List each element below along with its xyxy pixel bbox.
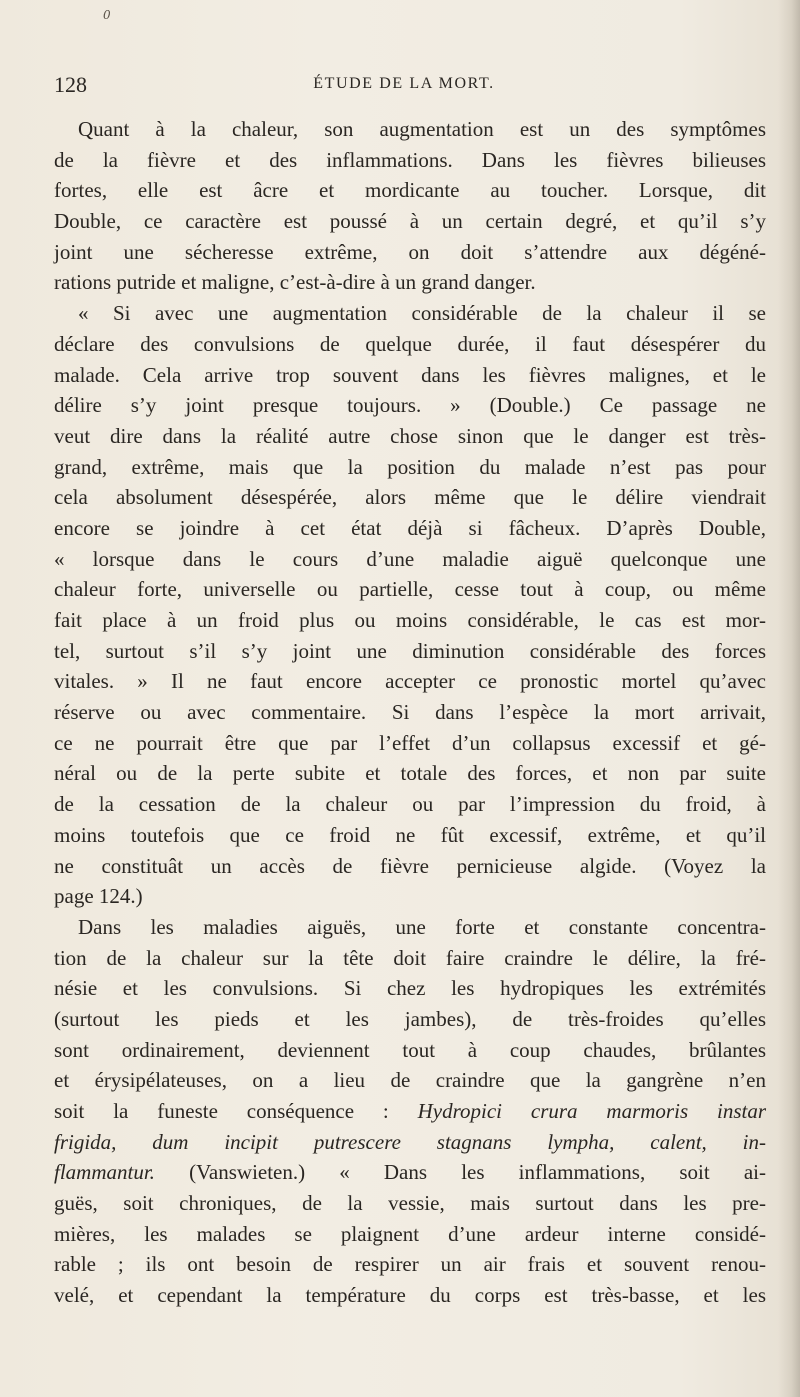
text-line: ce ne pourrait être que par l’effet d’un collapsus excessif et gé- xyxy=(54,730,766,755)
text-line: joint une sécheresse extrême, on doit s’attendre aux dégéné- xyxy=(54,239,766,264)
text-line: page 124.) xyxy=(54,884,143,909)
text-line: rations putride et maligne, c’est-à-dire à un grand danger. xyxy=(54,270,536,295)
page-number: 128 xyxy=(54,72,87,97)
text-line xyxy=(54,1096,766,1127)
page-edge-shadow xyxy=(778,0,800,1397)
text-line: (surtout les pieds et les jambes), de très-froides qu’elles xyxy=(54,1006,766,1031)
text-line: réserve ou avec commentaire. Si dans l’espèce la mort arrivait, xyxy=(54,700,766,725)
text-line: tel, surtout s’il s’y joint une diminution considérable des forces xyxy=(54,638,766,663)
latin-quote: frigida, dum incipit putrescere stagnans lympha, calent, in- xyxy=(54,1129,766,1154)
text-line: « lorsque dans le cours d’une maladie aiguë quelconque une xyxy=(54,546,766,571)
text-line: Dans les maladies aiguës, une forte et constante concentra- xyxy=(78,914,766,939)
text-line: velé, et cependant la température du corps est très-basse, et les xyxy=(54,1283,766,1308)
text-line: veut dire dans la réalité autre chose sinon que le danger est très- xyxy=(54,423,766,448)
stray-mark: 0 xyxy=(103,8,111,22)
text-line: tion de la chaleur sur la tête doit faire craindre le délire, la fré- xyxy=(54,945,766,970)
text-line xyxy=(54,1157,766,1188)
text-span: (Vanswieten.) « Dans les inflammations, soit ai- xyxy=(154,1160,766,1185)
text-line: ne constituât un accès de fièvre pernicieuse algide. (Voyez la xyxy=(54,853,766,878)
page-header xyxy=(54,72,754,112)
running-title: ÉTUDE DE LA MORT. xyxy=(313,75,495,92)
text-line: encore se joindre à cet état déjà si fâcheux. D’après Double, xyxy=(54,515,766,540)
text-line: déclare des convulsions de quelque durée, il faut désespérer du xyxy=(54,331,766,356)
text-line: fortes, elle est âcre et mordicante au toucher. Lorsque, dit xyxy=(54,178,766,203)
text-line: grand, extrême, mais que la position du malade n’est pas pour xyxy=(54,454,766,479)
text-line: de la fièvre et des inflammations. Dans les fièvres bilieuses xyxy=(54,147,766,172)
text-line: néral ou de la perte subite et totale des forces, et non par suite xyxy=(54,761,766,786)
text-line: de la cessation de la chaleur ou par l’impression du froid, à xyxy=(54,792,766,817)
text-span: soit la funeste conséquence : xyxy=(54,1099,418,1123)
text-line: vitales. » Il ne faut encore accepter ce pronostic mortel qu’avec xyxy=(54,669,766,694)
body-text xyxy=(54,114,766,1311)
text-line: Double, ce caractère est poussé à un certain degré, et qu’il s’y xyxy=(54,209,766,234)
text-line: moins toutefois que ce froid ne fût excessif, extrême, et qu’il xyxy=(54,822,766,847)
text-line: Quant à la chaleur, son augmentation est un des symptômes xyxy=(78,117,766,141)
text-line: chaleur forte, universelle ou partielle, cesse tout à coup, ou même xyxy=(54,577,766,602)
text-line xyxy=(54,1127,766,1158)
text-line: guës, soit chroniques, de la vessie, mais surtout dans les pre- xyxy=(54,1191,766,1216)
text-line: et érysipélateuses, on a lieu de craindre que la gangrène n’en xyxy=(54,1068,766,1093)
text-line: cela absolument désespérée, alors même que le délire viendrait xyxy=(54,485,766,510)
text-line: nésie et les convulsions. Si chez les hydropiques les extrémités xyxy=(54,976,766,1001)
text-line: fait place à un froid plus ou moins considérable, le cas est mor- xyxy=(54,608,766,632)
text-line: « Si avec une augmentation considérable de la chaleur il se xyxy=(78,301,766,326)
latin-quote: flammantur. xyxy=(54,1160,155,1185)
latin-quote: Hydropici crura marmoris instar xyxy=(417,1099,767,1123)
text-line: mières, les malades se plaignent d’une ardeur interne considé- xyxy=(54,1221,766,1246)
text-line: malade. Cela arrive trop souvent dans les fièvres malignes, et le xyxy=(54,362,766,387)
text-line: délire s’y joint presque toujours. » (Double.) Ce passage ne xyxy=(54,393,766,418)
text-line: rable ; ils ont besoin de respirer un air frais et souvent renou- xyxy=(54,1252,766,1277)
text-line: sont ordinairement, deviennent tout à coup chaudes, brûlantes xyxy=(54,1037,766,1062)
